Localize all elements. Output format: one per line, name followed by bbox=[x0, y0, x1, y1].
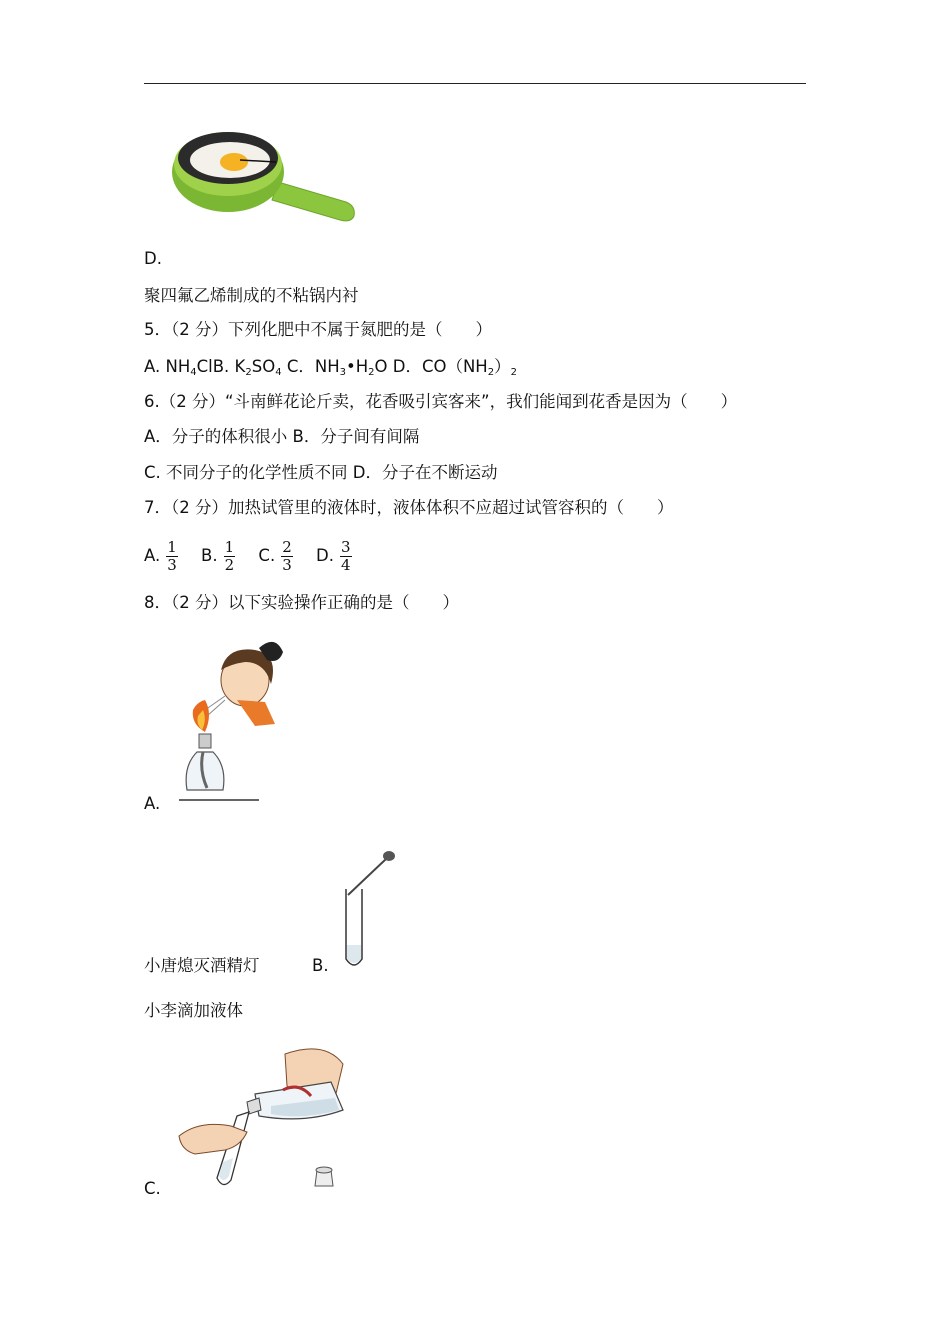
q7-option-d: D. $\frac{3}{4}$ bbox=[316, 538, 351, 574]
frying-pan-image bbox=[168, 120, 368, 230]
dropper-test-tube-image bbox=[338, 845, 408, 975]
q6-options-line1: A．分子的体积很小 B．分子间有间隔 bbox=[144, 427, 420, 446]
blowing-out-alcohol-lamp-image bbox=[175, 640, 295, 810]
q8-option-b-label: B. bbox=[312, 956, 329, 975]
q6-options-line2: C. 不同分子的化学性质不同 D．分子在不断运动 bbox=[144, 463, 498, 482]
q7-options bbox=[144, 536, 370, 576]
q8-option-a-caption: 小唐熄灭酒精灯 bbox=[144, 956, 260, 975]
q4-option-d-caption: 聚四氟乙烯制成的不粘锅内衬 bbox=[144, 286, 359, 305]
q8-stem: 8．（2 分）以下实验操作正确的是（ ） bbox=[144, 593, 459, 612]
q6-stem: 6.（2 分）“斗南鲜花论斤卖，花香吸引宾客来”，我们能闻到花香是因为（ ） bbox=[144, 392, 738, 411]
q5-options: A. $NH_4ClB$. $K_2SO_4$ C．$NH_3•H_2O$ D．$CO(NH_2)_2$ bbox=[144, 357, 517, 378]
q7-option-c: C. $\frac{2}{3}$ bbox=[258, 538, 292, 574]
q5-stem: 5．（2 分）下列化肥中不属于氮肥的是（ ） bbox=[144, 320, 492, 339]
q8-option-c-label: C. bbox=[144, 1179, 161, 1198]
q4-option-d-label: D. bbox=[144, 249, 162, 268]
q7-option-a: A. $\frac{1}{3}$ bbox=[144, 538, 177, 574]
q7-stem: 7．（2 分）加热试管里的液体时，液体体积不应超过试管容积的（ ） bbox=[144, 498, 674, 517]
q8-option-b-caption: 小李滴加液体 bbox=[144, 1001, 243, 1020]
q7-option-b: B. $\frac{1}{2}$ bbox=[201, 538, 235, 574]
pouring-liquid-image bbox=[175, 1040, 365, 1200]
header-rule bbox=[144, 83, 806, 84]
q8-option-a-label: A. bbox=[144, 794, 161, 813]
